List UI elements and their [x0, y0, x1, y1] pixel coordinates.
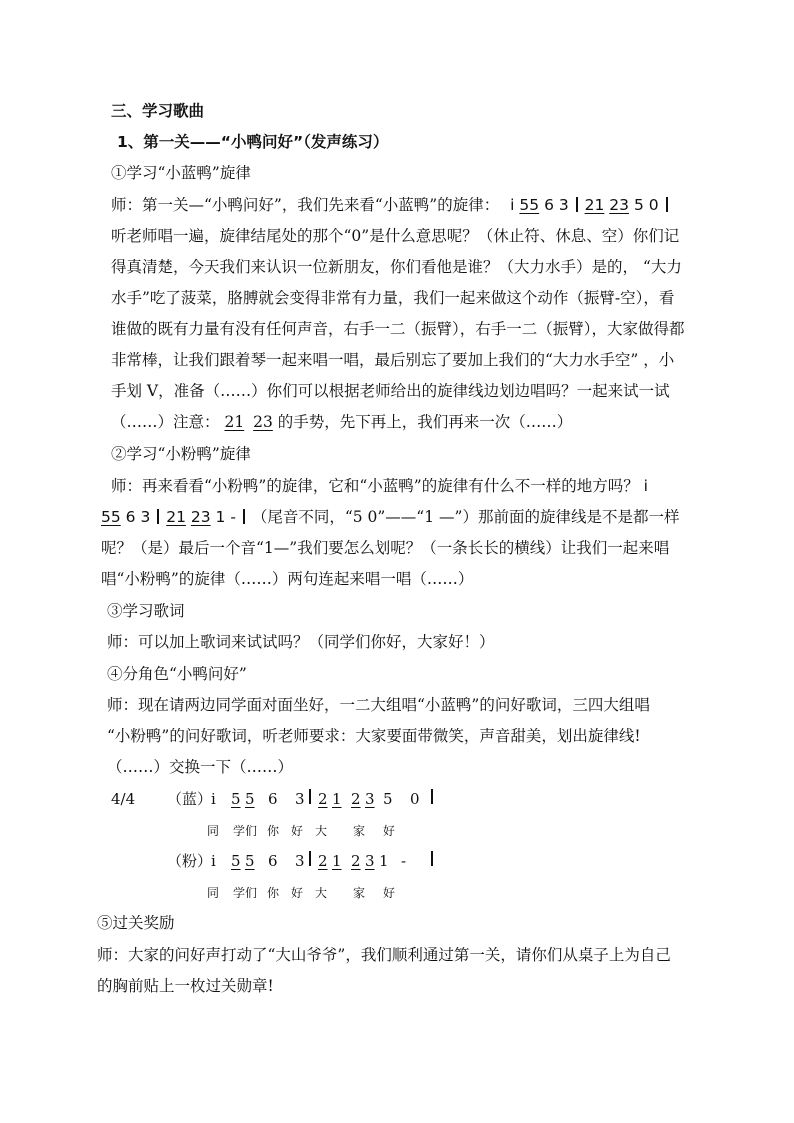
note: 3	[365, 790, 375, 808]
section-title: 三、学习歌曲	[111, 102, 205, 120]
barline	[666, 197, 668, 212]
lyric: 学们	[233, 886, 258, 900]
step5-line-2: 的胸前贴上一枚过关勋章!	[97, 977, 274, 995]
step1-line-5: 谁做的既有力量有没有任何声音，右手一二（振臂），右手一二（振臂），大家做得都	[111, 320, 685, 338]
score-blue-lyrics	[111, 823, 411, 839]
gesture-note: 23	[253, 413, 273, 431]
note: 1	[332, 790, 342, 808]
step1-line-8	[111, 412, 572, 432]
barline	[157, 509, 159, 524]
note: i	[211, 852, 216, 870]
note: 2	[318, 790, 328, 808]
step1-text-9: 的手势，先下再上，我们再来一次（……）	[277, 413, 573, 431]
step2-text-1: 师：再来看看“小粉鸭”的旋律，它和“小蓝鸭”的旋律有什么不一样的地方吗？	[111, 477, 639, 495]
step1-line-4: 水手”吃了菠菜，胳膊就会变得非常有力量，我们一起来做这个动作（振臂-空），看	[111, 289, 675, 307]
step1-line-2: 听老师唱一遍，旋律结尾处的那个“0”是什么意思呢？（休止符、休息、空）你们记	[111, 227, 680, 245]
pink-label: （粉）	[167, 852, 213, 870]
step4-line-2: “小粉鸭”的问好歌词，听老师要求：大家要面带微笑，声音甜美，划出旋律线!	[107, 727, 641, 745]
lyric: 同	[207, 824, 220, 838]
note: i	[211, 790, 216, 808]
note: 23	[609, 196, 629, 214]
note: 1 -	[215, 508, 236, 526]
gesture-note: 21	[224, 413, 245, 431]
note: 3	[295, 790, 305, 808]
step2-notation	[101, 508, 252, 526]
lyric: 家	[353, 886, 366, 900]
level1-title: 1、第一关——“小鸭问好”（发声练习）	[117, 133, 389, 151]
barline	[309, 789, 311, 804]
step5-heading: ⑤过关奖励	[97, 914, 175, 932]
score-pink-lyrics	[111, 885, 411, 901]
lyric: 好	[383, 886, 396, 900]
step1-text-1: 师：第一关—“小鸭问好”，我们先来看“小蓝鸭”的旋律：	[111, 196, 500, 214]
step2-line-1	[111, 476, 648, 496]
step2-heading: ②学习“小粉鸭”旋律	[111, 445, 251, 463]
note: 6	[268, 852, 278, 870]
barline	[576, 197, 578, 212]
step1-line-7: 手划 V，准备（……）你们可以根据老师给出的旋律线边划边唱吗？一起来试一试	[111, 382, 670, 400]
note: 1	[332, 852, 342, 870]
step2-line-2	[101, 507, 679, 527]
step1-heading: ①学习“小蓝鸭”旋律	[111, 164, 251, 182]
note: 5	[245, 852, 255, 870]
note: 0	[410, 790, 420, 808]
blue-label: （蓝）	[167, 790, 213, 808]
lyric: 大	[315, 886, 328, 900]
step1-text-8: （……）注意：	[111, 413, 220, 431]
score-blue-row	[111, 789, 451, 809]
note: 5	[231, 790, 241, 808]
step2-line-4: 唱“小粉鸭”的旋律（……）两句连起来唱一唱（……）	[101, 570, 474, 588]
lyric: 好	[383, 824, 396, 838]
note: 5	[231, 852, 241, 870]
lyric: 学们	[233, 824, 258, 838]
note: 55	[101, 508, 121, 526]
note: 21	[166, 508, 186, 526]
note: 5	[245, 790, 255, 808]
note: 23	[190, 508, 211, 526]
note: -	[401, 852, 407, 870]
lyric: 同	[207, 886, 220, 900]
lyric: 你	[267, 824, 280, 838]
lyric: 大	[315, 824, 328, 838]
score-pink-row	[111, 851, 451, 871]
step3-line: 师：可以加上歌词来试试吗？（同学们你好，大家好！）	[107, 633, 495, 651]
lyric: 好	[291, 824, 304, 838]
barline	[243, 509, 245, 524]
step2-notation-start: i	[643, 477, 648, 495]
barline	[309, 851, 311, 866]
note: 2	[318, 852, 328, 870]
step4-line-1: 师：现在请两边同学面对面坐好，一二大组唱“小蓝鸭”的问好歌词，三四大组唱	[107, 696, 650, 714]
step4-line-3: （……）交换一下（……）	[107, 758, 294, 776]
step3-heading: ③学习歌词	[107, 602, 185, 620]
note: 1	[379, 852, 389, 870]
note: 6	[268, 790, 278, 808]
note: i	[510, 196, 515, 214]
step1-line-3: 得真清楚，今天我们来认识一位新朋友，你们看他是谁？（大力水手）是的， “大力	[111, 258, 682, 276]
lyric: 家	[353, 824, 366, 838]
step1-line-6: 非常棒，让我们跟着琴一起来唱一唱，最后别忘了要加上我们的“大力水手空” ，小	[111, 351, 675, 369]
lyric: 好	[291, 886, 304, 900]
step2-line-3: 呢？（是）最后一个音“1—”我们要怎么划呢？（一条长长的横线）让我们一起来唱	[101, 539, 670, 557]
step1-line-1	[111, 195, 670, 215]
step4-heading: ④分角色“小鸭问好”	[107, 665, 247, 683]
barline	[431, 851, 433, 866]
note: 5 0	[633, 196, 659, 214]
note: 3	[365, 852, 375, 870]
lyric: 你	[267, 886, 280, 900]
note: 3	[295, 852, 305, 870]
time-signature: 4/4	[111, 790, 136, 808]
step1-notation	[510, 196, 669, 214]
step2-text-2: （尾音不同，“5 0”——“1 —”）那前面的旋律线是不是都一样	[251, 508, 680, 526]
note: 2	[351, 790, 361, 808]
note: 6 3	[125, 508, 151, 526]
step5-line-1: 师：大家的问好声打动了“大山爷爷”，我们顺利通过第一关，请你们从桌子上为自己	[97, 946, 671, 964]
note: 5	[383, 790, 393, 808]
barline	[431, 789, 433, 804]
note: 55	[519, 196, 540, 214]
note: 6 3	[544, 196, 569, 214]
note: 2	[351, 852, 361, 870]
note: 21	[584, 196, 605, 214]
